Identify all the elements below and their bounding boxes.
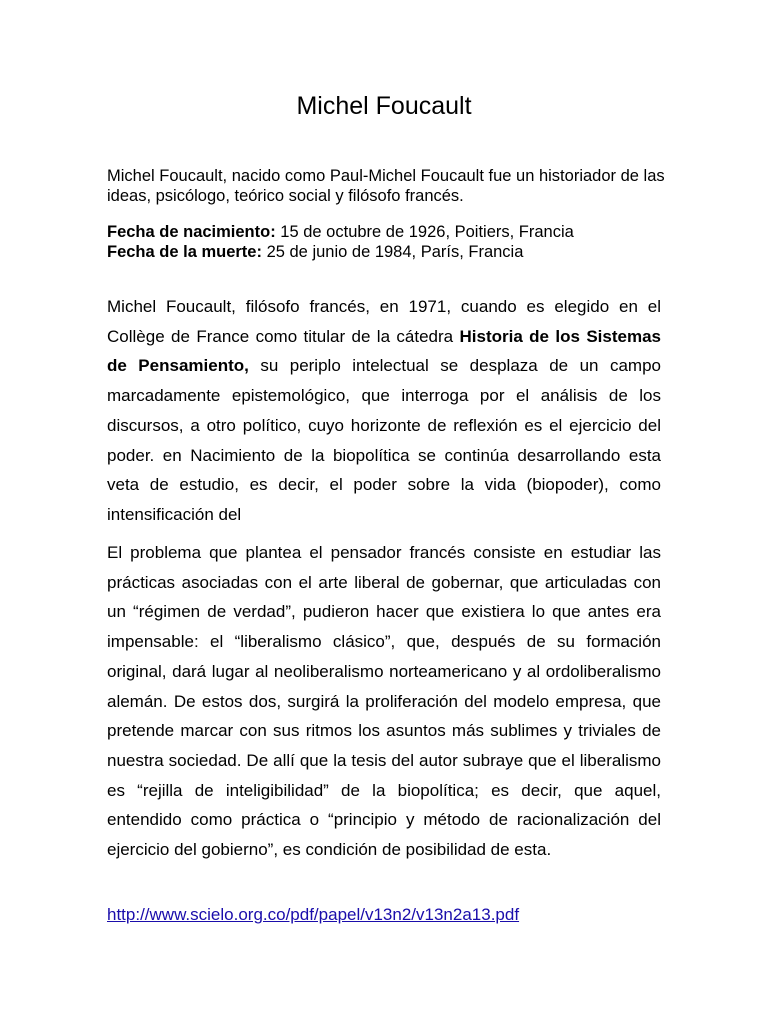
p1-text-after: su periplo intelectual se desplaza de un campo marcadamente epistemológico, que interroga por el análisis de los discursos, a otro político, cuyo horizonte de reflexión es el ejercicio del poder. en Nacimiento de la biopolítica se continúa desarrollando esta veta de estudio, es decir, el poder sobre la vida (biopoder), como intensificación del (107, 356, 661, 524)
intro-paragraph: Michel Foucault, nacido como Paul-Michel Foucault fue un historiador de las ideas, psicólogo, teórico social y filósofo francés. (107, 167, 665, 205)
body-paragraph-1 (107, 292, 661, 530)
p1-bold-title: Historia de los Sistemas de Pensamiento, (107, 326, 661, 376)
birth-label: Fecha de nacimiento: (107, 223, 276, 241)
death-label: Fecha de la muerte: (107, 243, 262, 261)
birth-row (107, 222, 667, 242)
facts-block (107, 222, 667, 262)
death-row (107, 242, 667, 262)
source-link[interactable]: http://www.scielo.org.co/pdf/papel/v13n2/v13n2a13.pdf (107, 905, 520, 924)
death-value: 25 de junio de 1984, París, Francia (261, 243, 524, 261)
page-title: Michel Foucault (296, 92, 472, 120)
birth-value: 15 de octubre de 1926, Poitiers, Francia (275, 223, 574, 241)
body-paragraph-2: El problema que plantea el pensador francés consiste en estudiar las prácticas asociadas con el arte liberal de gobernar, que articuladas con un “régimen de verdad”, pudieron hacer que existiera lo que antes era impensable: el “liberalismo clásico”, que, después de su formación original, dará lugar al neoliberalismo norteamericano y al ordoliberalismo alemán. De estos dos, surgirá la proliferación del modelo empresa, que pretende marcar con sus ritmos los asuntos más sublimes y triviales de nuestra sociedad. De allí que la tesis del autor subraye que el liberalismo es “rejilla de inteligibilidad” de la biopolítica; es decir, que aquel, entendido como práctica o “principio y método de racionalización del ejercicio del gobierno”, es condición de posibilidad de esta. (107, 543, 661, 860)
p1-text-before: Michel Foucault, filósofo francés, en 1971, cuando es elegido en el Collège de France como titular de la cátedra (107, 297, 661, 346)
